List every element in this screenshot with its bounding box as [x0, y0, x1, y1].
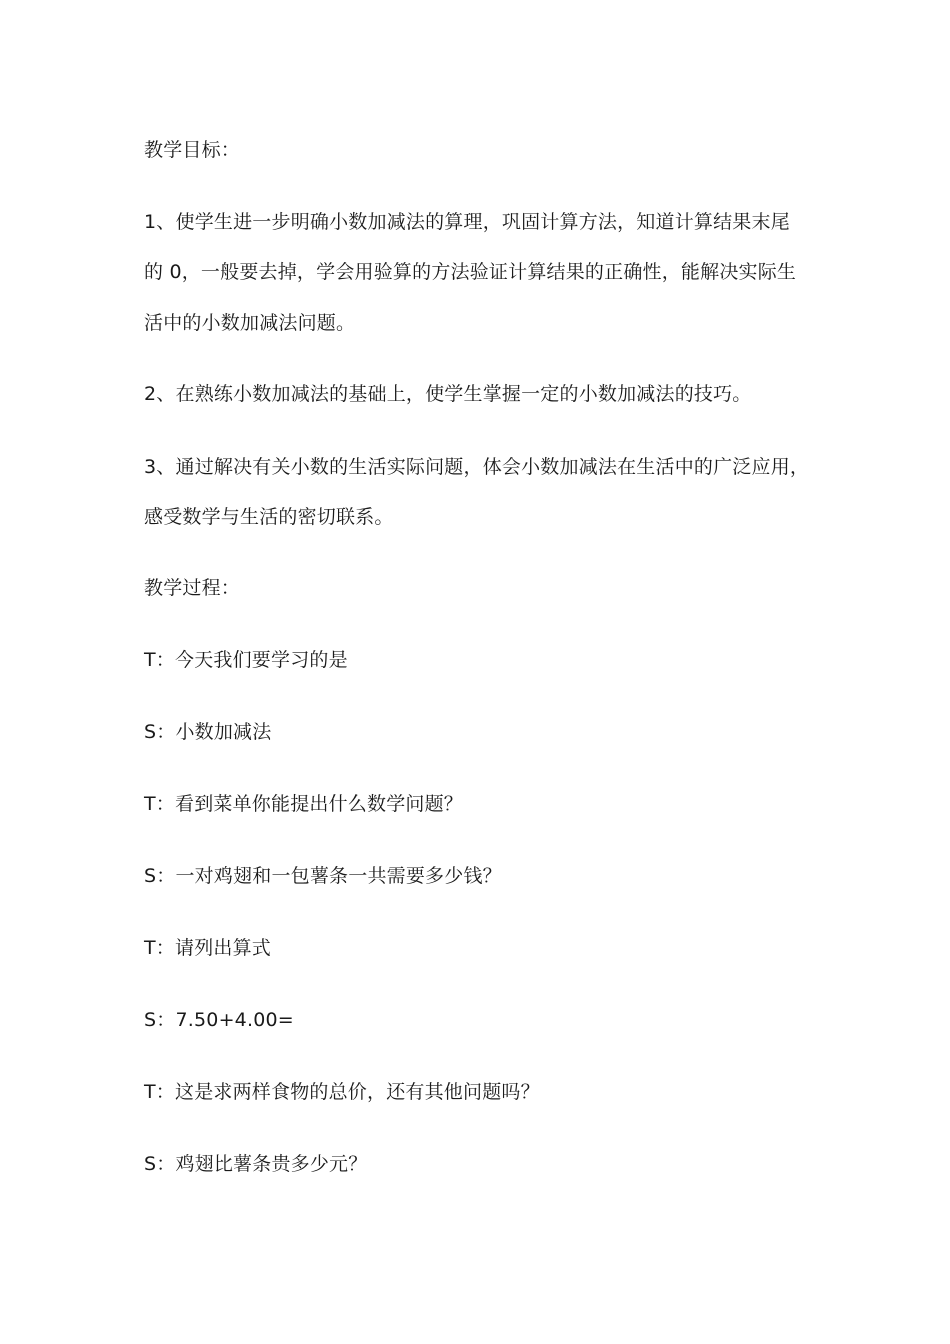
dialogue-line: S：7.50+4.00=	[144, 1009, 294, 1031]
goal-3-line-1: 3、通过解决有关小数的生活实际问题，体会小数加减法在生活中的广泛应用，	[144, 456, 810, 478]
dialogue-line: S：鸡翅比薯条贵多少元？	[144, 1153, 368, 1175]
dialogue-line: T：请列出算式	[144, 937, 272, 959]
goal-3-line-2: 感受数学与生活的密切联系。	[144, 506, 394, 528]
dialogue-line: S：小数加减法	[144, 721, 272, 743]
goal-1-line-2: 的 0，一般要去掉，学会用验算的方法验证计算结果的正确性，能解决实际生	[144, 261, 797, 283]
dialogue-line: T：这是求两样食物的总价，还有其他问题吗？	[144, 1081, 540, 1103]
dialogue-line: T：今天我们要学习的是	[144, 649, 348, 671]
process-heading: 教学过程：	[144, 577, 241, 599]
dialogue-line: S：一对鸡翅和一包薯条一共需要多少钱？	[144, 865, 502, 887]
dialogue-line: T：看到菜单你能提出什么数学问题？	[144, 793, 464, 815]
goal-1-line-3: 活中的小数加减法问题。	[144, 312, 356, 334]
goal-1-line-1: 1、使学生进一步明确小数加减法的算理，巩固计算方法，知道计算结果末尾	[144, 211, 790, 233]
goals-heading: 教学目标：	[144, 139, 241, 161]
goal-2: 2、在熟练小数加减法的基础上，使学生掌握一定的小数加减法的技巧。	[144, 383, 752, 405]
